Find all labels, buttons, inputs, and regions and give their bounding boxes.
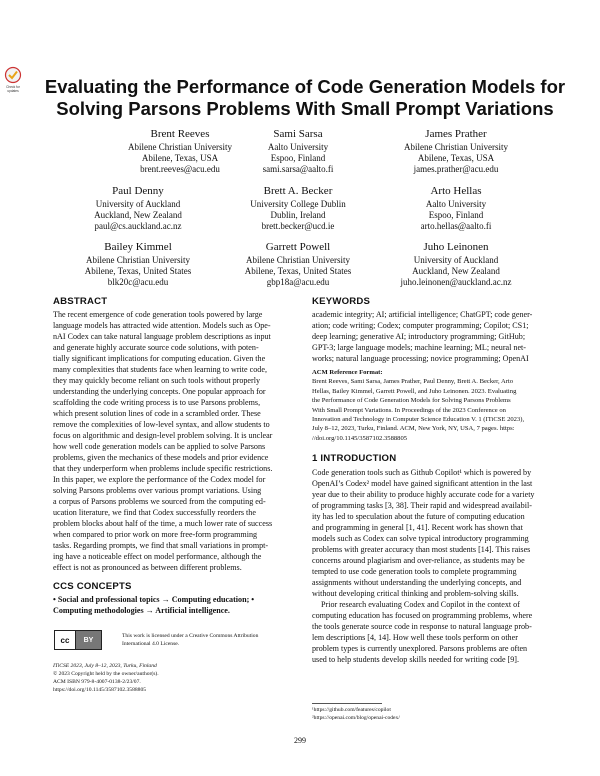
- intro-line: problem types is currently unexplored. Parsons problems are often: [312, 644, 528, 654]
- intro-line: concerns around plagiarism and over-reliance, as students may be: [312, 556, 525, 566]
- abstract-line: many complexities that students face when learning to write code,: [53, 365, 267, 374]
- intro-line: of programming tasks [3, 38]. Their rapid and widespread availabil-: [312, 501, 532, 511]
- abstract-line: ing have a noticeable effect on model performance, although the: [53, 552, 262, 561]
- ccs-heading: CCS CONCEPTS: [53, 581, 132, 592]
- author-email[interactable]: arto.hellas@aalto.fi: [420, 221, 492, 232]
- acm-ref-line: Innovation and Technology in Computer Science Education V. 1 (ITiCSE 2023),: [312, 416, 525, 424]
- acm-ref-body: [312, 377, 560, 443]
- author-block: [366, 240, 546, 289]
- author-block: [48, 240, 228, 289]
- abstract-line: language models has attracted wide attention. Models such as Ope-: [53, 321, 271, 330]
- author-email[interactable]: gbp18a@acu.edu: [266, 277, 330, 288]
- author-block: [208, 184, 388, 233]
- author-affiliation: University of Auckland: [413, 255, 499, 265]
- author-email[interactable]: blk20c@acu.edu: [107, 277, 169, 288]
- abstract-body: [53, 309, 297, 573]
- author-location: Dublin, Ireland: [270, 210, 326, 221]
- intro-line: OpenAI’s Codex² model have gained significant attention in the last: [312, 479, 533, 489]
- left-column: [53, 296, 297, 616]
- abstract-line: scaffolding the code writing process is to use Parsons problems,: [53, 398, 261, 407]
- footnote-1[interactable]: ¹https://github.com/features/copilot: [312, 707, 391, 713]
- intro-line: problems with greater accuracy than most students [14]. This raises: [312, 545, 531, 555]
- page-number: 299: [294, 736, 306, 745]
- intro-line: Code generation tools such as Github Copilot¹ which is powered by: [312, 468, 532, 478]
- svg-text:updates: updates: [7, 89, 19, 93]
- abstract-line: understanding the underlying concepts. One popular approach for: [53, 387, 266, 396]
- keyword-line: academic integrity; AI; artificial intelligence; ChatGPT; code gener-: [312, 310, 533, 319]
- title-line-2: Solving Parsons Problems With Small Prompt Variations: [56, 98, 554, 119]
- author-location: Auckland, New Zealand: [412, 266, 500, 277]
- ccs-line: • Social and professional topics → Computing education; •: [53, 595, 255, 604]
- keyword-line: ation; code writing; Codex; computer programming; Copilot; CS1;: [312, 321, 529, 330]
- footnote-rule: [312, 703, 382, 704]
- acm-ref-line: Hellas, Bailey Kimmel, Garrett Powell, and Juho Leinonen. 2023. Evaluating: [312, 387, 517, 395]
- abstract-line: that they underperform when problems include specific restrictions.: [53, 464, 273, 473]
- footnotes: [312, 706, 400, 722]
- license-line: This work is licensed under a Creative Commons Attribution: [122, 633, 259, 639]
- isbn-line: ACM ISBN 979-8-4007-0138-2/23/07.: [53, 679, 141, 685]
- intro-line: without developing critical thinking and problem-solving skills.: [312, 589, 519, 599]
- author-affiliation: Abilene Christian University: [404, 142, 508, 152]
- footnote-2[interactable]: ²https://openai.com/blog/openai-codex/: [312, 715, 400, 721]
- author-location: Abilene, Texas, USA: [417, 153, 495, 164]
- abstract-line: and generate highly accurate source code solutions, with poten-: [53, 343, 259, 352]
- intro-line: lem descriptions [4, 14]. How well these tools perform on other: [312, 633, 518, 643]
- author-affiliation: Abilene Christian University: [246, 255, 350, 265]
- intro-line: assignments without understanding the underlying concepts, and: [312, 578, 522, 588]
- abstract-line: problems, given the mechanics of these models and prior evidence: [53, 453, 269, 462]
- abstract-line: tially significant implications for computing education. Given the: [53, 354, 266, 363]
- intro-line: tempted to use code generation tools to complete programming: [312, 567, 517, 577]
- author-email[interactable]: sami.sarsa@aalto.fi: [262, 164, 334, 175]
- abstract-line: when compared to prior work on more free-form programming: [53, 530, 258, 539]
- abstract-line: nAI Codex can take natural language problem descriptions as input: [53, 332, 271, 341]
- author-location: Abilene, Texas, United States: [244, 266, 352, 277]
- abstract-line: remove the complexities of low-level syntax, and allow students to: [53, 420, 270, 429]
- keyword-line: deep learning; generative AI; introductory programming; GitHub;: [312, 332, 526, 341]
- abstract-line: ucation literature, we find that Codex successfully reorders the: [53, 508, 256, 517]
- author-block: [208, 240, 388, 289]
- doi-link[interactable]: https://doi.org/10.1145/3587102.3588805: [53, 687, 147, 693]
- conference-info: [53, 662, 293, 694]
- keywords-body: [312, 309, 560, 364]
- author-affiliation: Aalto University: [267, 142, 329, 152]
- abstract-line: tasks. Regarding prompts, we find that small variations in prompt-: [53, 541, 269, 550]
- acm-ref-line: With Small Prompt Variations. In Proceedings of the 2023 Conference on: [312, 406, 506, 414]
- author-location: Abilene, Texas, United States: [84, 266, 192, 277]
- abstract-line: which present solution lines of code in a scrambled order. These: [53, 409, 261, 418]
- acm-ref-line: //doi.org/10.1145/3587102.3588805: [312, 434, 408, 442]
- cc-icon: cc: [55, 631, 76, 649]
- author-name: Paul Denny: [112, 185, 164, 197]
- keyword-line: GPT-3; large language models; machine learning; ML; neural net-: [312, 343, 526, 352]
- author-block: [48, 184, 228, 233]
- author-location: Abilene, Texas, USA: [141, 153, 219, 164]
- author-email[interactable]: brent.reeves@acu.edu: [140, 164, 220, 175]
- intro-heading: 1 INTRODUCTION: [312, 453, 397, 465]
- author-affiliation: Abilene Christian University: [86, 255, 190, 265]
- title-line-1: Evaluating the Performance of Code Generation Models for: [44, 76, 566, 97]
- author-email[interactable]: james.prather@acu.edu: [413, 164, 499, 175]
- acm-ref-line: the Performance of Code Generation Models for Solving Parsons Problems: [312, 397, 511, 405]
- ccs-line: Computing methodologies → Artificial intelligence.: [53, 606, 230, 615]
- intro-line: Prior research evaluating Codex and Copilot in the context of: [321, 600, 520, 610]
- paper-title: [40, 76, 570, 120]
- conference-line: ITiCSE 2023, July 8–12, 2023, Turku, Finland: [53, 663, 157, 669]
- intro-paragraph-2: [312, 599, 560, 665]
- author-block: [366, 184, 546, 233]
- author-name: Arto Hellas: [430, 185, 482, 197]
- author-name: Brent Reeves: [150, 128, 210, 140]
- acm-ref-line: Brent Reeves, Sami Sarsa, James Prather, Paul Denny, Brett A. Becker, Arto: [312, 378, 514, 386]
- intro-line: used to help students develop skills needed for writing code [9].: [312, 655, 520, 665]
- author-block: [208, 127, 388, 176]
- check-for-updates-icon[interactable]: [4, 66, 22, 94]
- keywords-heading: KEYWORDS: [312, 296, 371, 307]
- license-line: International 4.0 License.: [122, 641, 180, 647]
- svg-text:Check for: Check for: [6, 85, 20, 89]
- author-name: Brett A. Becker: [263, 185, 333, 197]
- author-affiliation: University of Auckland: [95, 199, 181, 209]
- acm-ref-heading: ACM Reference Format:: [312, 369, 383, 376]
- intro-line: computing education has focused on programming problems, where: [312, 611, 533, 621]
- intro-line: models such as Codex can solve typical introductory programming: [312, 534, 529, 544]
- creative-commons-badge[interactable]: [54, 630, 102, 650]
- copyright-line: © 2023 Copyright held by the owner/author(s).: [53, 671, 159, 677]
- abstract-line: effect is not as pronounced as between different problems.: [53, 563, 242, 572]
- intro-line: year due to their ability to produce highly accurate code for a variety: [312, 490, 535, 500]
- author-email[interactable]: paul@cs.auckland.ac.nz: [94, 221, 182, 232]
- author-email[interactable]: brett.becker@ucd.ie: [261, 221, 335, 232]
- abstract-line: how well code generation models can be applied to solve Parsons: [53, 442, 266, 451]
- intro-line: the tools generate source code in response to natural language prob-: [312, 622, 532, 632]
- by-icon: BY: [76, 631, 101, 649]
- intro-paragraph-1: [312, 467, 560, 599]
- abstract-heading: ABSTRACT: [53, 296, 108, 307]
- author-location: Espoo, Finland: [270, 153, 326, 164]
- author-name: Bailey Kimmel: [104, 241, 172, 253]
- author-location: Espoo, Finland: [428, 210, 484, 221]
- author-name: James Prather: [425, 128, 487, 140]
- abstract-line: The recent emergence of code generation tools powered by large: [53, 310, 263, 319]
- author-name: Juho Leinonen: [423, 241, 489, 253]
- abstract-line: problem blocks about half of the time, a much lower rate of success: [53, 519, 273, 528]
- author-name: Garrett Powell: [265, 241, 331, 253]
- acm-ref-line: July 8–12, 2023, Turku, Finland. ACM, New York, NY, USA, 7 pages. https:: [312, 425, 515, 433]
- author-block: [366, 127, 546, 176]
- right-column: [312, 296, 560, 665]
- abstract-line: In this paper, we explore the performance of the Codex model for: [53, 475, 266, 484]
- intro-line: and programming in general [1, 41]. Recent work has shown that: [312, 523, 523, 533]
- keyword-line: works; natural language processing; novice programming; OpenAI: [312, 354, 529, 363]
- license-text: [122, 632, 302, 648]
- abstract-line: focus on algorithmic and design-level problem solving. It is unclear: [53, 431, 273, 440]
- abstract-line: they may quickly become reliant on such tools without properly: [53, 376, 261, 385]
- intro-line: ity has led to speculation about the future of computing education: [312, 512, 525, 522]
- author-location: Auckland, New Zealand: [94, 210, 182, 221]
- author-affiliation: Abilene Christian University: [128, 142, 232, 152]
- author-email[interactable]: juho.leinonen@auckland.ac.nz: [400, 277, 512, 288]
- author-affiliation: Aalto University: [425, 199, 487, 209]
- author-name: Sami Sarsa: [273, 128, 323, 140]
- abstract-line: solving Parsons problems over various prompt variations. Using: [53, 486, 262, 495]
- author-affiliation: University College Dublin: [250, 199, 346, 209]
- abstract-line: a corpus of Parsons problems we sourced from the computing ed-: [53, 497, 266, 506]
